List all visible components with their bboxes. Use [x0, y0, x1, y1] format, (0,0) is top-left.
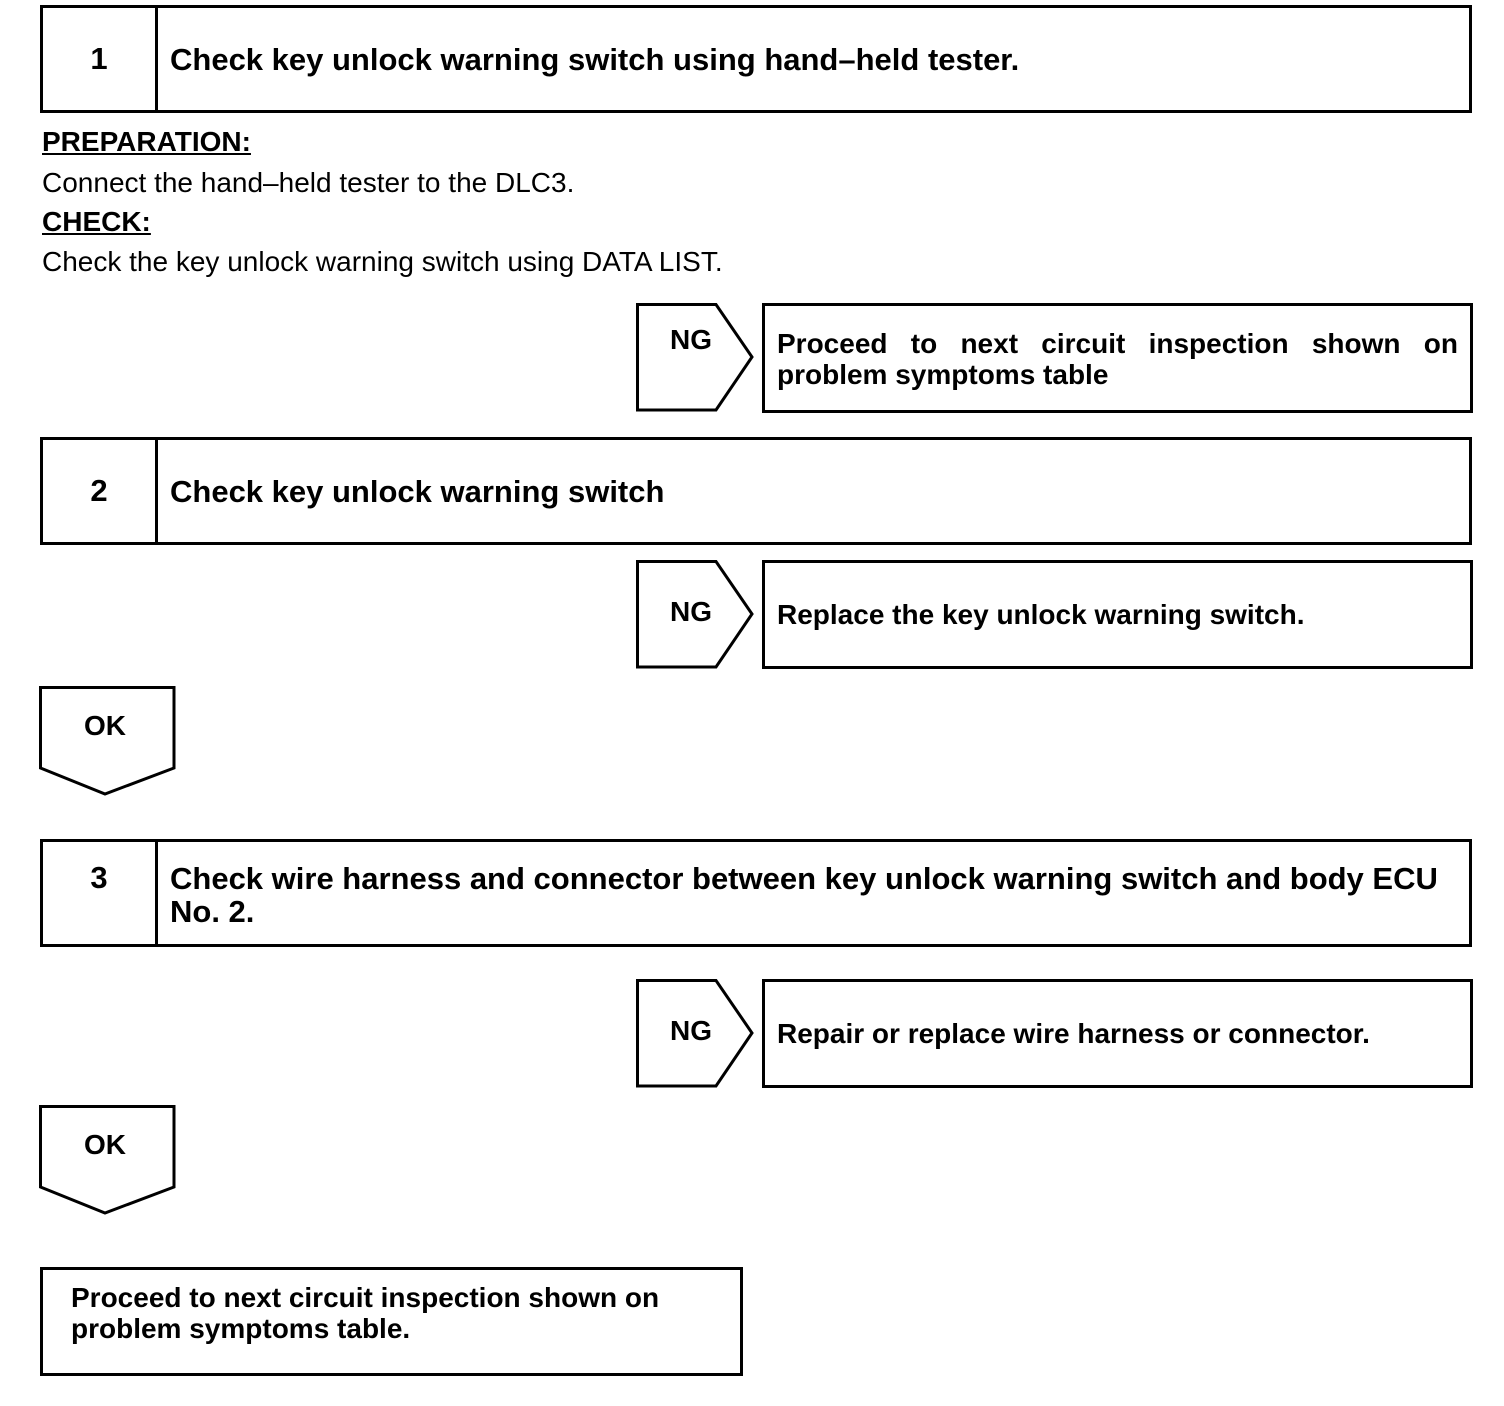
step-3-box: [40, 839, 1472, 947]
ok-arrow-shape: [39, 686, 177, 798]
ng-label: NG: [670, 324, 712, 355]
ok-label: OK: [84, 710, 126, 741]
step-1-box: [40, 5, 1472, 113]
ng-action-text: Replace the key unlock warning switch.: [777, 599, 1305, 630]
step-title: Check key unlock warning switch using hand–held tester.: [170, 41, 1020, 77]
ng-action-text: Repair or replace wire harness or connector.: [777, 1018, 1370, 1049]
ng-action-box: [762, 560, 1473, 669]
check-text: Check the key unlock warning switch using DATA LIST.: [42, 246, 723, 277]
step-number: 3: [43, 842, 158, 944]
step-number: 2: [43, 440, 158, 542]
ok-arrow-shape: [39, 1105, 177, 1217]
preparation-text: Connect the hand–held tester to the DLC3.: [42, 167, 575, 198]
ng-action-box: [762, 303, 1473, 413]
preparation-label: PREPARATION:: [42, 126, 251, 157]
step-2-box: [40, 437, 1472, 545]
ng-label: NG: [670, 596, 712, 627]
step-title: Check key unlock warning switch: [170, 473, 665, 509]
step-number: 1: [43, 8, 158, 110]
ok-label: OK: [84, 1129, 126, 1160]
ng-label: NG: [670, 1015, 712, 1046]
final-result-text: Proceed to next circuit inspection shown on problem symptoms table.: [71, 1282, 660, 1344]
ng-arrow-shape: [636, 303, 756, 413]
ng-action-text: Proceed to next circuit inspection shown on problem symptoms table: [777, 328, 1458, 390]
step-title: Check wire harness and connector between key unlock warning switch and body ECU No. 2.: [170, 861, 1438, 929]
final-result-box: [40, 1267, 743, 1376]
ng-action-box: [762, 979, 1473, 1088]
check-label: CHECK:: [42, 206, 151, 237]
